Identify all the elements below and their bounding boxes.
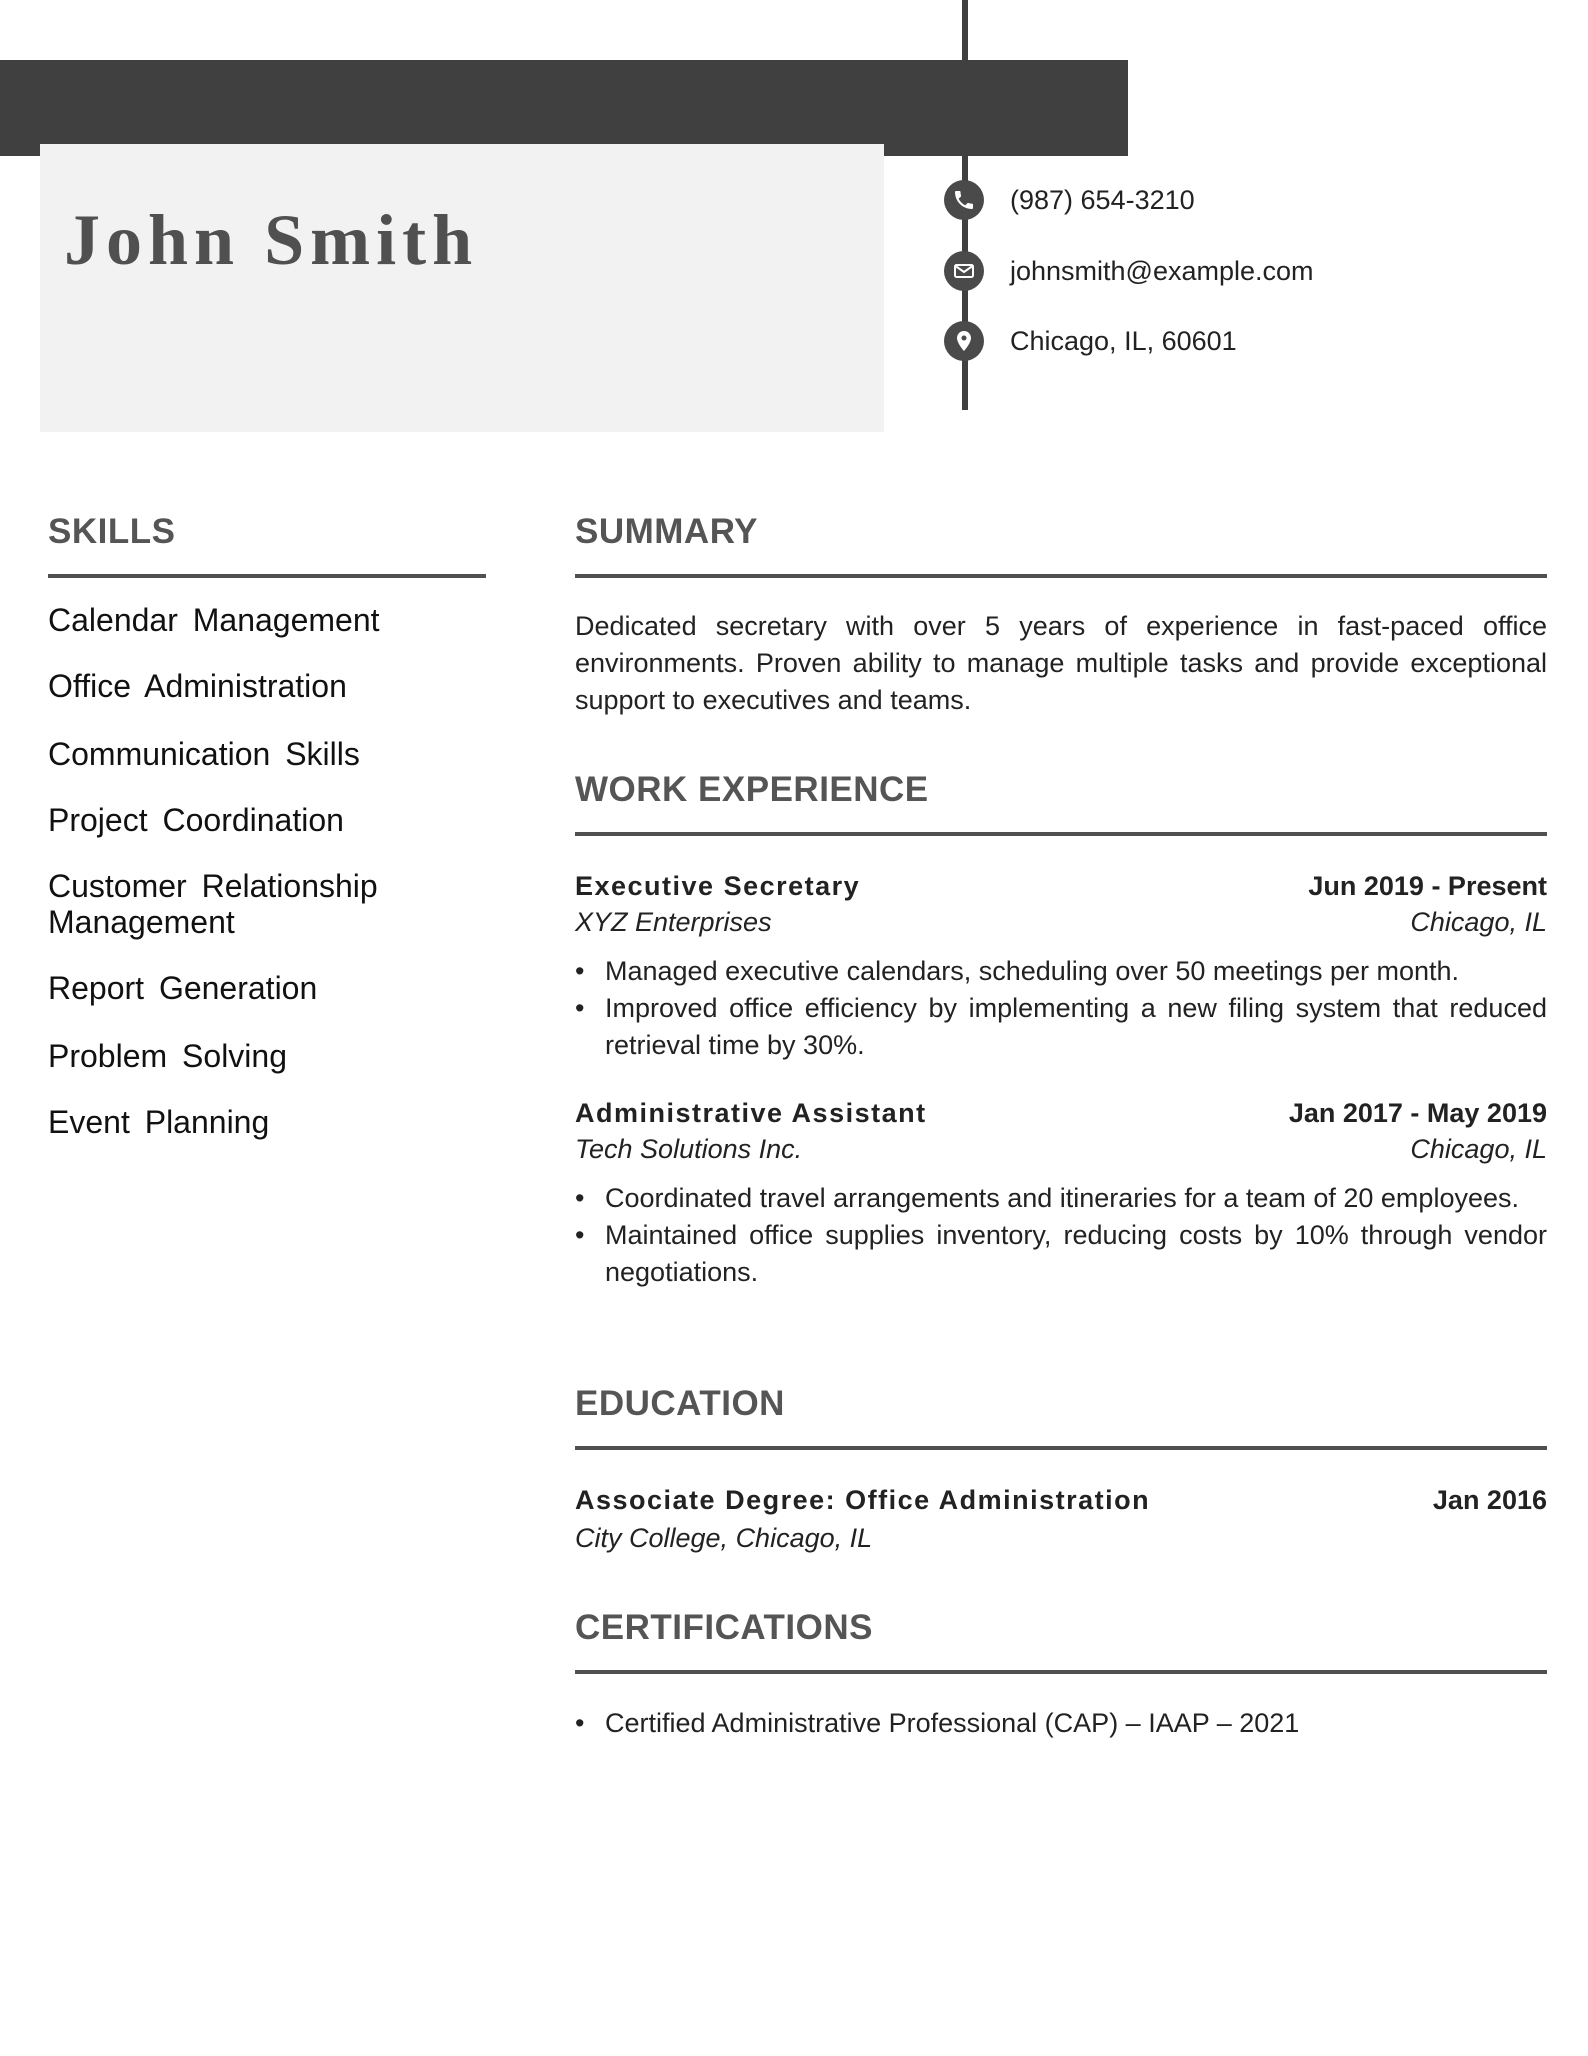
certifications-divider [575, 1670, 1547, 1674]
job-location: Chicago, IL [1410, 1134, 1547, 1164]
summary-divider [575, 574, 1547, 578]
skill-item: Customer Relationship Management [48, 868, 378, 940]
location-pin-icon [944, 321, 984, 361]
experience-heading: WORK EXPERIENCE [575, 770, 929, 809]
job-location: Chicago, IL [1410, 907, 1547, 937]
education-heading: EDUCATION [575, 1384, 785, 1423]
job-bullets [575, 1180, 1547, 1291]
skill-item: Office Administration [48, 668, 347, 704]
phone-text: (987) 654-3210 [1010, 185, 1195, 215]
list-item: • Improved office efficiency by implementing a new filing system that reduced retrieval time by 30%. [575, 990, 1547, 1064]
experience-divider [575, 832, 1547, 836]
skill-item: Calendar Management [48, 602, 380, 638]
skill-item: Report Generation [48, 970, 318, 1006]
list-item: • Certified Administrative Professional (CAP) – IAAP – 2021 [575, 1705, 1547, 1742]
job-title: Administrative Assistant [575, 1098, 927, 1128]
contact-location [944, 321, 1464, 361]
list-item: • Managed executive calendars, scheduling over 50 meetings per month. [575, 953, 1547, 990]
job-company: XYZ Enterprises [575, 907, 772, 937]
job-company: Tech Solutions Inc. [575, 1134, 803, 1164]
envelope-icon [944, 251, 984, 291]
degree-date: Jan 2016 [1432, 1485, 1547, 1515]
job-dates: Jan 2017 - May 2019 [1288, 1098, 1547, 1128]
school-name: City College, Chicago, IL [575, 1523, 873, 1553]
email-text: johnsmith@example.com [1010, 256, 1314, 286]
contact-phone [944, 180, 1464, 220]
skills-heading: SKILLS [48, 512, 176, 551]
summary-text: Dedicated secretary with over 5 years of experience in fast-paced office environments. Proven ability to manage multiple tasks and provide exceptional support to executives and teams. [575, 611, 1547, 715]
skill-item: Communication Skills [48, 736, 360, 772]
list-item: • Maintained office supplies inventory, reducing costs by 10% through vendor negotiations. [575, 1217, 1547, 1291]
job-title: Executive Secretary [575, 871, 861, 901]
location-text: Chicago, IL, 60601 [1010, 326, 1237, 356]
summary-heading: SUMMARY [575, 512, 759, 551]
education-divider [575, 1446, 1547, 1450]
header-bar [0, 60, 1128, 156]
name-box [40, 144, 884, 432]
certifications-heading: CERTIFICATIONS [575, 1608, 874, 1647]
contact-email [944, 251, 1464, 291]
skill-item: Problem Solving [48, 1038, 287, 1074]
list-item: • Coordinated travel arrangements and itineraries for a team of 20 employees. [575, 1180, 1547, 1217]
certification-list [575, 1705, 1547, 1742]
skills-divider [48, 574, 486, 578]
skill-item: Event Planning [48, 1104, 270, 1140]
candidate-name: John Smith [64, 200, 479, 280]
degree-title: Associate Degree: Office Administration [575, 1485, 1151, 1515]
phone-icon [944, 180, 984, 220]
skill-item: Project Coordination [48, 802, 344, 838]
job-dates: Jun 2019 - Present [1308, 871, 1547, 901]
job-bullets [575, 953, 1547, 1064]
